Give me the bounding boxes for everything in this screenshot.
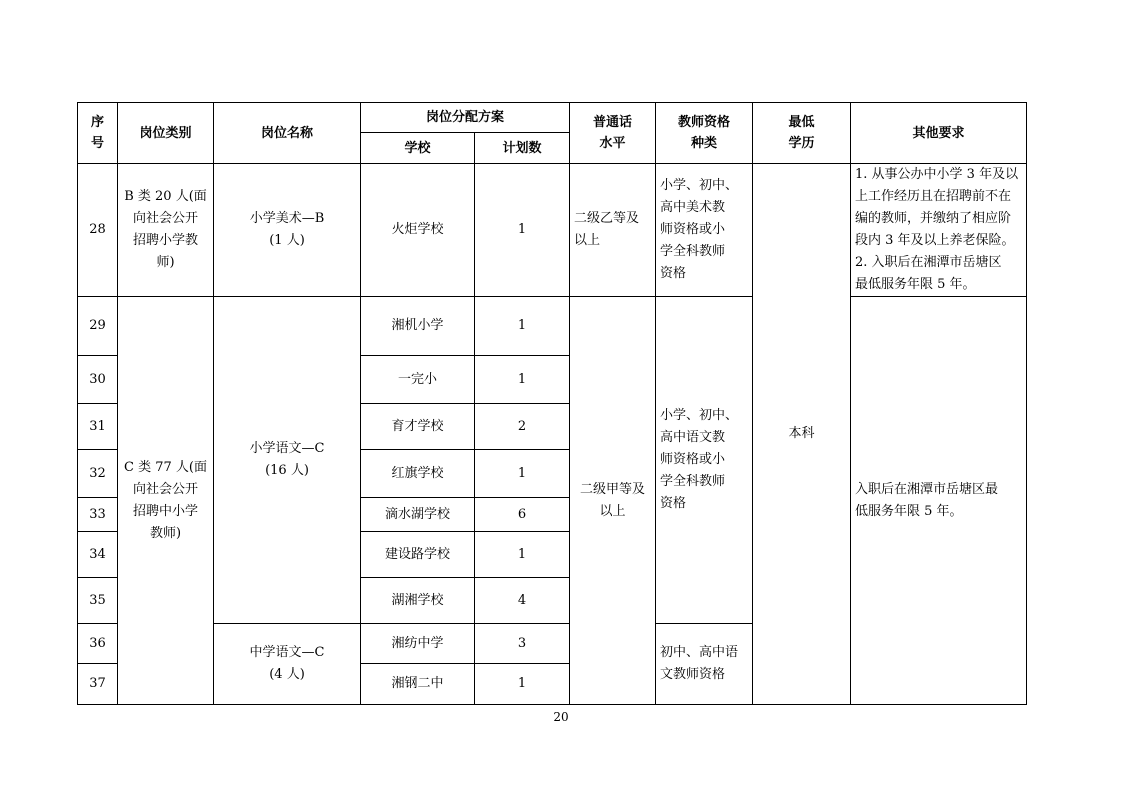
category-cell-c: C 类 77 人(面 向社会公开 招聘中小学 教师) — [118, 297, 214, 705]
qualification-cell-primary-chinese: 小学、初中、 高中语文教 师资格或小 学全科教师 资格 — [656, 297, 753, 624]
seq-cell: 32 — [78, 450, 118, 498]
school-cell: 湘纺中学 — [361, 624, 475, 664]
school-cell: 一完小 — [361, 356, 475, 404]
table-row — [78, 164, 1027, 297]
header-seq: 序 号 — [78, 103, 118, 164]
other-cell-c: 入职后在湘潭市岳塘区最 低服务年限 5 年。 — [851, 297, 1027, 705]
mandarin-cell-c: 二级甲等及 以上 — [570, 297, 656, 705]
school-cell: 湘钢二中 — [361, 664, 475, 705]
school-cell: 滴水湖学校 — [361, 498, 475, 532]
school-cell: 建设路学校 — [361, 532, 475, 578]
header-mandarin: 普通话 水平 — [570, 103, 656, 164]
school-cell: 红旗学校 — [361, 450, 475, 498]
other-cell-b: 1. 从事公办中小学 3 年及以 上工作经历且在招聘前不在 编的教师，并缴纳了相应阶 段内 3 年及以上养老保险。 2. 入职后在湘潭市岳塘区 最低服务年限 5 年。 — [851, 164, 1027, 297]
header-school: 学校 — [361, 133, 475, 164]
position-cell-primary-chinese: 小学语文—C (16 人) — [214, 297, 361, 624]
count-cell: 3 — [475, 624, 570, 664]
count-cell: 2 — [475, 404, 570, 450]
position-cell-middle-chinese: 中学语文—C (4 人) — [214, 624, 361, 705]
school-cell: 湘机小学 — [361, 297, 475, 356]
seq-cell: 28 — [78, 164, 118, 297]
seq-cell: 31 — [78, 404, 118, 450]
seq-cell: 30 — [78, 356, 118, 404]
min-edu-cell: 本科 — [753, 164, 851, 705]
header-position: 岗位名称 — [214, 103, 361, 164]
seq-cell: 36 — [78, 624, 118, 664]
header-qualification: 教师资格 种类 — [656, 103, 753, 164]
header-other: 其他要求 — [851, 103, 1027, 164]
count-cell: 1 — [475, 450, 570, 498]
school-cell: 育才学校 — [361, 404, 475, 450]
count-cell: 1 — [475, 664, 570, 705]
position-cell-art: 小学美术—B (1 人) — [214, 164, 361, 297]
page-number: 20 — [553, 710, 569, 724]
count-cell: 1 — [475, 532, 570, 578]
seq-cell: 29 — [78, 297, 118, 356]
count-cell: 1 — [475, 356, 570, 404]
count-cell: 1 — [475, 164, 570, 297]
seq-cell: 37 — [78, 664, 118, 705]
header-min-edu: 最低 学历 — [753, 103, 851, 164]
count-cell: 4 — [475, 578, 570, 624]
school-cell: 湖湘学校 — [361, 578, 475, 624]
category-cell-b: B 类 20 人(面 向社会公开 招聘小学教 师) — [118, 164, 214, 297]
school-cell: 火炬学校 — [361, 164, 475, 297]
qualification-cell-art: 小学、初中、 高中美术教 师资格或小 学全科教师 资格 — [656, 164, 753, 297]
header-category: 岗位类别 — [118, 103, 214, 164]
header-allocation: 岗位分配方案 — [361, 103, 570, 133]
table-row — [78, 297, 1027, 356]
mandarin-cell-b: 二级乙等及 以上 — [570, 164, 656, 297]
count-cell: 1 — [475, 297, 570, 356]
seq-cell: 33 — [78, 498, 118, 532]
header-plan-count: 计划数 — [475, 133, 570, 164]
seq-cell: 34 — [78, 532, 118, 578]
seq-cell: 35 — [78, 578, 118, 624]
qualification-cell-middle-chinese: 初中、高中语 文教师资格 — [656, 624, 753, 705]
recruitment-table — [77, 102, 1027, 705]
count-cell: 6 — [475, 498, 570, 532]
